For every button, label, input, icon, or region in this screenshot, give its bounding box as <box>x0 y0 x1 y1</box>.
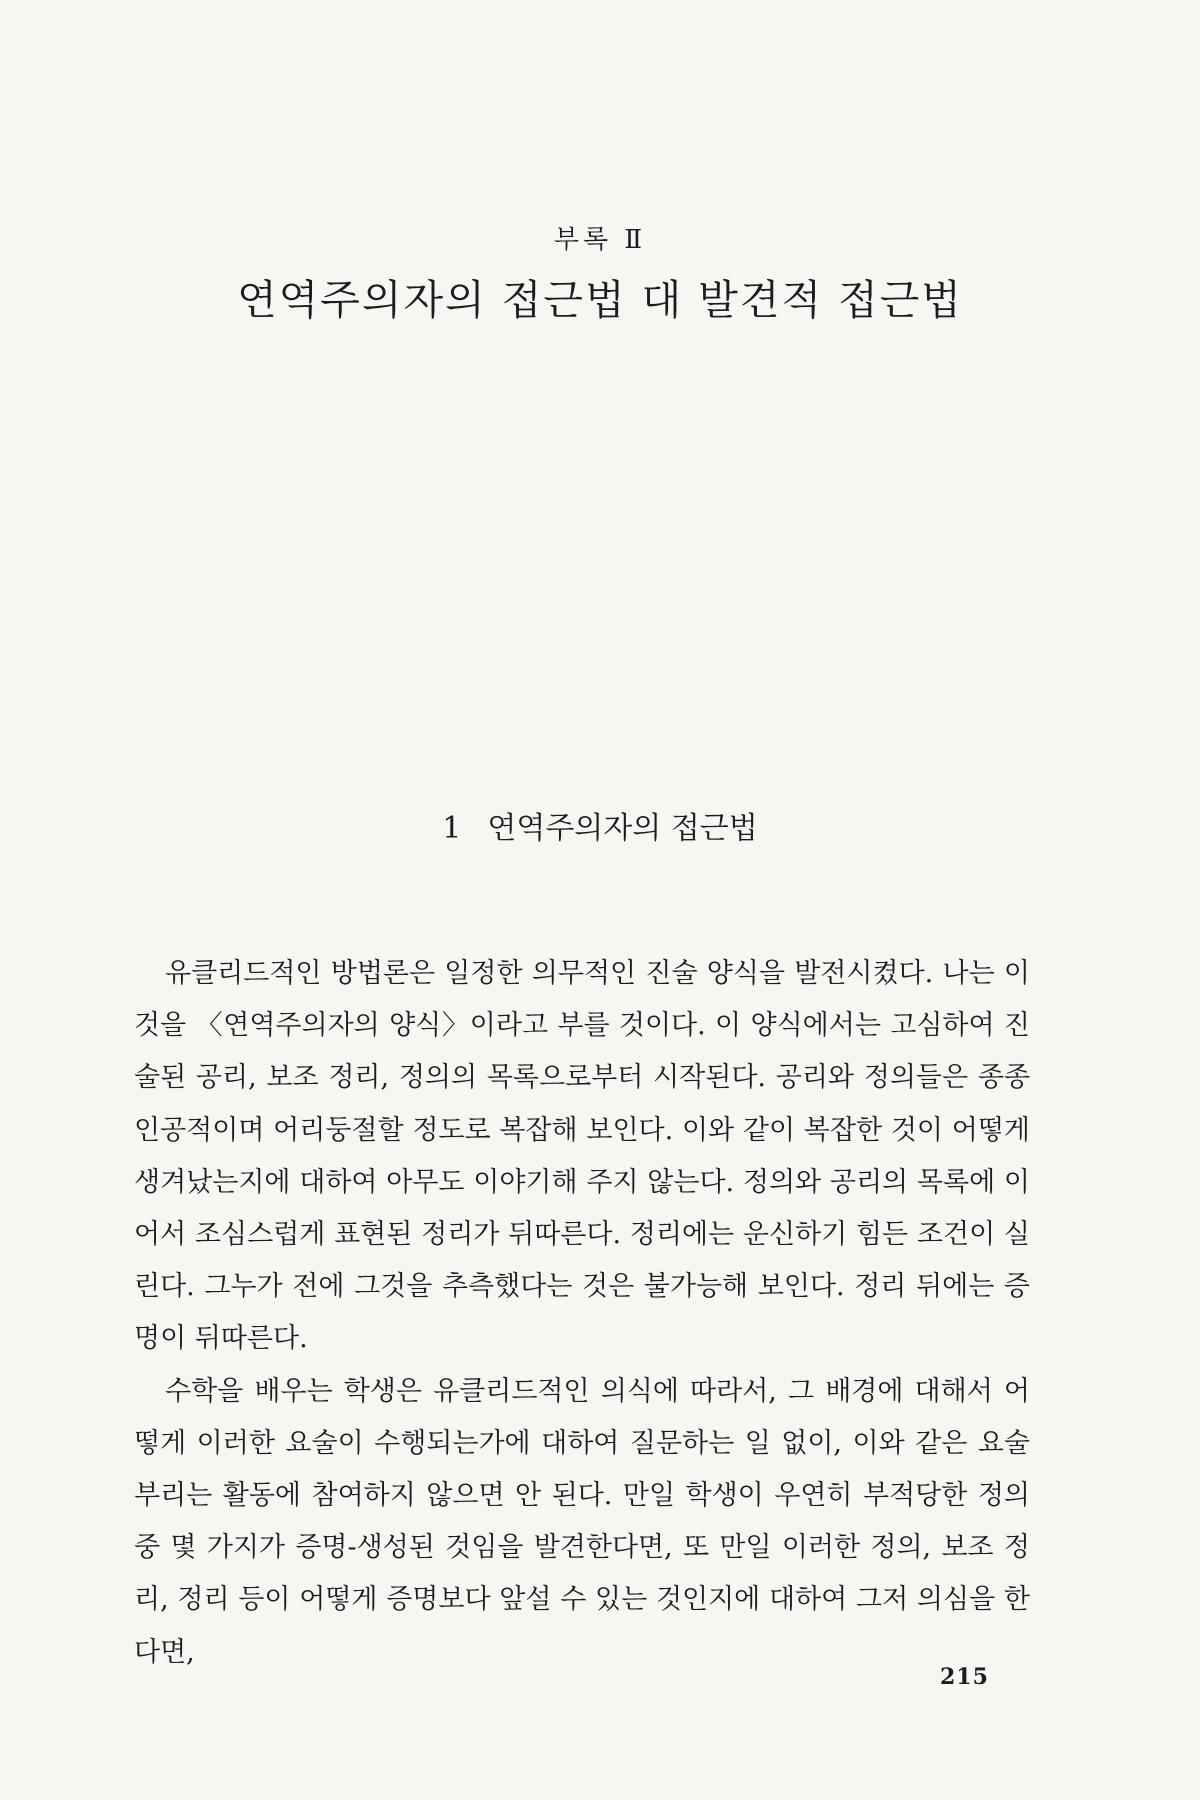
paragraph: 유클리드적인 방법론은 일정한 의무적인 진술 양식을 발전시켰다. 나는 이것을 〈연역주의자의 양식〉이라고 부를 것이다. 이 양식에서는 고심하여 진술된 공리, 보조 정리, 정의의 목록으로부터 시작된다. 공리와 정의들은 종종 인공적이며 어리둥절할 정도로 복잡해 보인다. 이와 같이 복잡한 것이 어떻게 생겨났는지에 대하여 아무도 이야기해 주지 않는다. 정의와 공리의 목록에 이어서 조심스럽게 표현된 정리가 뒤따른다. 정리에는 운신하기 힘든 조건이 실린다. 그누가 전에 그것을 추측했다는 것은 불가능해 보인다. 정리 뒤에는 증명이 뒤따른다. <box>134 958 1030 1355</box>
body-text <box>134 948 1030 1679</box>
section-heading <box>0 808 1200 850</box>
appendix-title: 연역주의자의 접근법 대 발견적 접근법 <box>237 276 963 324</box>
appendix-label: 부록 Ⅱ <box>553 225 647 255</box>
section-title: 연역주의자의 접근법 <box>487 811 758 846</box>
page-number: 215 <box>940 1664 989 1690</box>
section-number: 1 <box>442 811 462 846</box>
paragraph: 수학을 배우는 학생은 유클리드적인 의식에 따라서, 그 배경에 대해서 어떻게 이러한 요술이 수행되는가에 대하여 질문하는 일 없이, 이와 같은 요술부리는 활동에 참여하지 않으면 안 된다. 만일 학생이 우연히 부적당한 정의 중 몇 가지가 증명-생성된 것임을 발견한다면, 또 만일 이러한 정의, 보조 정리, 정리 등이 어떻게 증명보다 앞설 수 있는 것인지에 대하여 그저 의심을 한다면, <box>134 1375 1030 1668</box>
